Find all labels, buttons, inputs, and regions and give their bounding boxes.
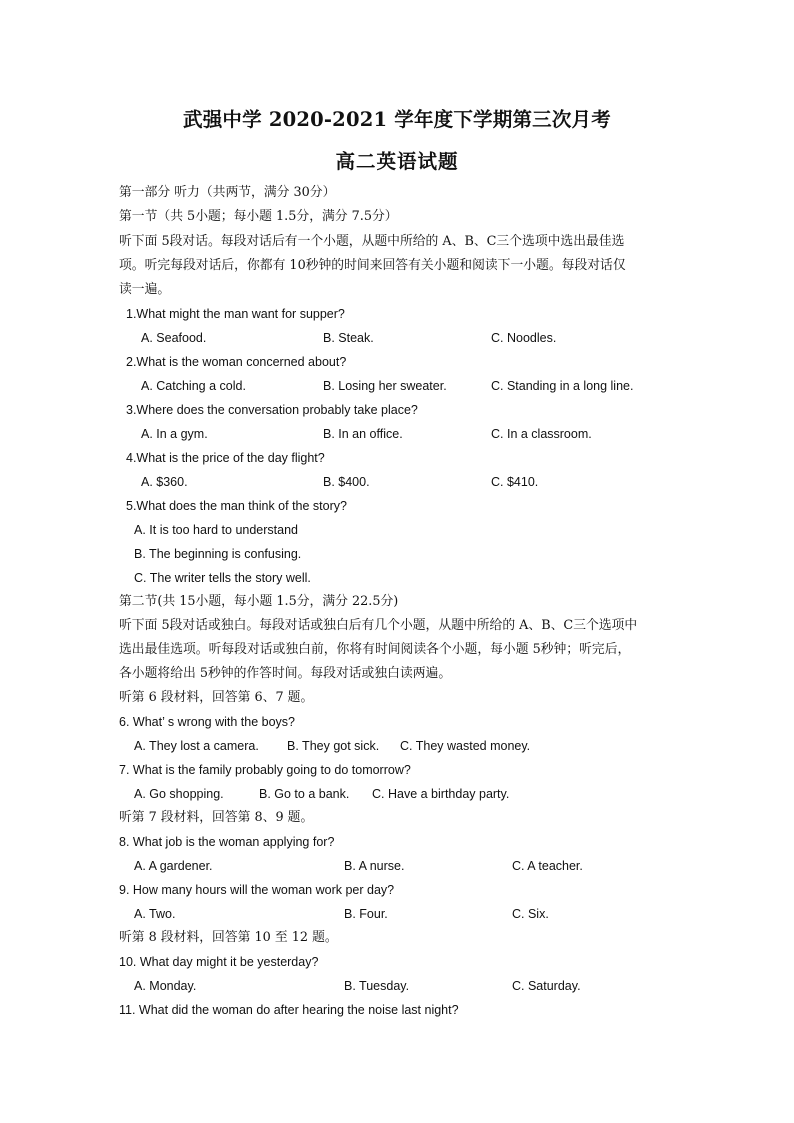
question-stem: 7. What is the family probably going to do tomorrow? xyxy=(119,763,411,777)
section-one-instruction-line: 读一遍。 xyxy=(119,282,171,297)
section-two-instruction-line: 听下面 5段对话或独白。每段对话或独白后有几个小题，从题中所给的 A、B、C三个选项中 xyxy=(119,618,638,633)
option-c: C. A teacher. xyxy=(512,859,583,873)
option-c: C. Six. xyxy=(512,907,549,921)
question-stem: 4.What is the price of the day flight? xyxy=(126,451,325,465)
option-a: A. Two. xyxy=(134,907,176,921)
option-a: A. Monday. xyxy=(134,979,197,993)
option-a: A. They lost a camera. xyxy=(134,739,259,753)
option-c: C. $410. xyxy=(491,475,539,489)
material-heading: 听第 8 段材料，回答第 10 至 12 题。 xyxy=(119,930,338,945)
option-b: B. Steak. xyxy=(323,331,374,345)
option-a: A. A gardener. xyxy=(134,859,213,873)
exam-title: 武强中学 2020-2021 学年度下学期第三次月考 xyxy=(183,108,611,131)
question-stem: 2.What is the woman concerned about? xyxy=(126,355,347,369)
option-b: B. Four. xyxy=(344,907,388,921)
section-one-instruction-line: 项。听完每段对话后，你都有 10秒钟的时间来回答有关小题和阅读下一小题。每段对话仅 xyxy=(119,258,626,273)
option-b: B. A nurse. xyxy=(344,859,405,873)
section-one-instruction-line: 听下面 5段对话。每段对话后有一个小题，从题中所给的 A、B、C三个选项中选出最佳选 xyxy=(119,234,625,249)
option-a: A. In a gym. xyxy=(141,427,208,441)
option-a: A. It is too hard to understand xyxy=(134,523,298,537)
section-two-heading: 第二节(共 15小题，每小题 1.5分，满分 22.5分) xyxy=(119,594,399,609)
section-two-instruction-line: 选出最佳选项。听每段对话或独白前，你将有时间阅读各个小题，每小题 5秒钟；听完后， xyxy=(119,642,631,657)
option-c: C. Noodles. xyxy=(491,331,557,345)
option-b: B. In an office. xyxy=(323,427,403,441)
option-c: C. In a classroom. xyxy=(491,427,592,441)
material-heading: 听第 7 段材料，回答第 8、9 题。 xyxy=(119,810,314,825)
question-stem: 9. How many hours will the woman work per day? xyxy=(119,883,395,897)
option-a: A. Seafood. xyxy=(141,331,207,345)
question-stem: 8. What job is the woman applying for? xyxy=(119,835,335,849)
section-two-instruction-line: 各小题将给出 5秒钟的作答时间。每段对话或独白读两遍。 xyxy=(119,666,452,681)
section-one-heading: 第一节（共 5小题；每小题 1.5分，满分 7.5分） xyxy=(119,209,398,224)
option-b: B. They got sick. xyxy=(287,739,380,753)
material-heading: 听第 6 段材料，回答第 6、7 题。 xyxy=(119,690,314,705)
question-stem: 10. What day might it be yesterday? xyxy=(119,955,319,969)
option-b: B. Losing her sweater. xyxy=(323,379,447,393)
question-stem: 3.Where does the conversation probably take place? xyxy=(126,403,418,417)
option-c: C. Standing in a long line. xyxy=(491,379,634,393)
question-stem: 1.What might the man want for supper? xyxy=(126,307,345,321)
option-c: C. The writer tells the story well. xyxy=(134,571,311,585)
question-stem: 11. What did the woman do after hearing the noise last night? xyxy=(119,1003,459,1017)
option-b: B. $400. xyxy=(323,475,370,489)
option-b: B. Go to a bank. xyxy=(259,787,350,801)
option-c: C. They wasted money. xyxy=(400,739,531,753)
option-a: A. $360. xyxy=(141,475,188,489)
part-one-heading: 第一部分 听力（共两节，满分 30分） xyxy=(119,185,336,200)
option-a: A. Catching a cold. xyxy=(141,379,246,393)
question-stem: 5.What does the man think of the story? xyxy=(126,499,347,513)
option-c: C. Saturday. xyxy=(512,979,581,993)
question-stem: 6. What’ s wrong with the boys? xyxy=(119,715,296,729)
option-b: B. The beginning is confusing. xyxy=(134,547,302,561)
exam-subtitle: 高二英语试题 xyxy=(335,150,459,173)
option-a: A. Go shopping. xyxy=(134,787,224,801)
option-c: C. Have a birthday party. xyxy=(372,787,510,801)
option-b: B. Tuesday. xyxy=(344,979,410,993)
